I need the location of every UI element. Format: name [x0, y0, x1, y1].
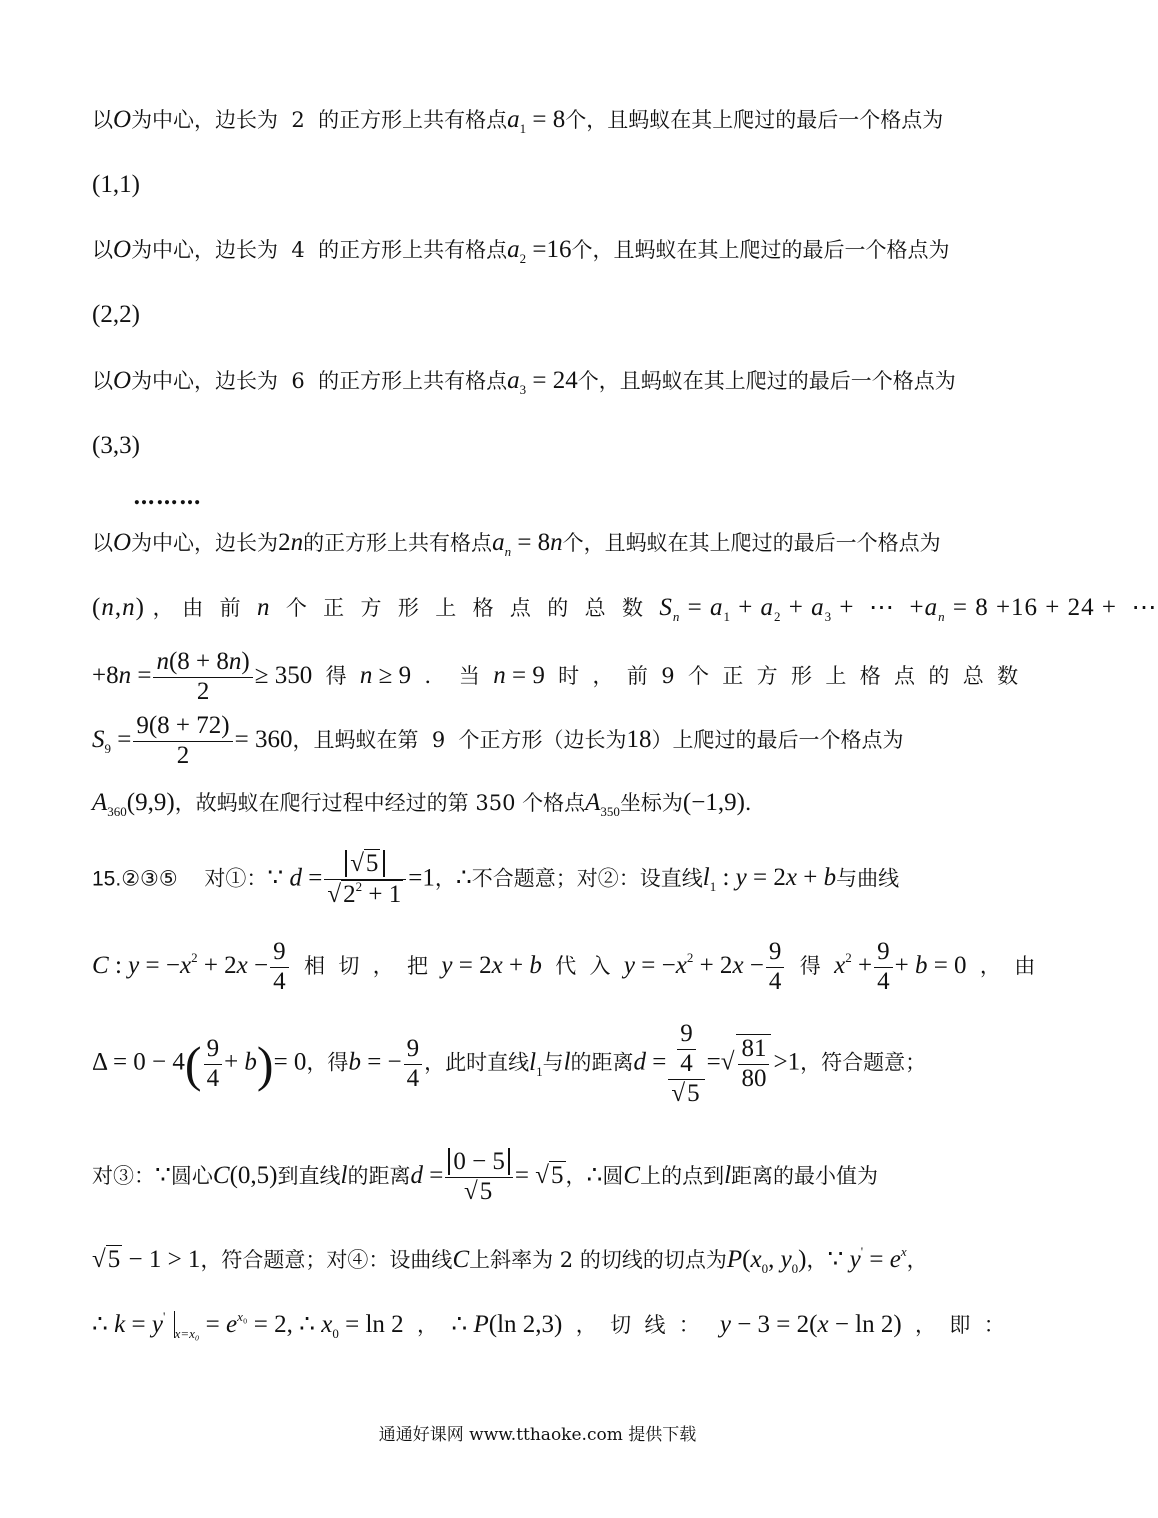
text-line-11: $S_9$ = $\frac{9(8 + 72)}{2}$ = 360，且蚂蚁在第 9 个正方形（边长为18）上爬过的最后一个格点为 — [92, 712, 904, 769]
ellipsis: ……… — [133, 484, 202, 510]
text-line-5: 以O为中心，边长为 6 的正方形上共有格点$a_3 = 24$个，且蚂蚁在其上爬过的最后一个格点为 — [92, 367, 956, 397]
text-line-17: √5 − 1 > 1，符合题意；对④：设曲线C上斜率为 2 的切线的切点为$P(x_0$, $y_0$)，∵ $y' = e^x$， — [92, 1244, 928, 1276]
text-line-8: 以O为中心，边长为2n的正方形上共有格点$a_n = 8n$个，且蚂蚁在其上爬过的最后一个格点为 — [92, 529, 941, 559]
text-line-10: +8n = $\frac{n(8 + 8n)}{2}$ ≥ 350 得 n ≥ 9 ． 当 n = 9 时 ， 前 9 个 正 方 形 上 格 点 的 总 数 — [92, 648, 1019, 705]
text-line-16: 对③：∵圆心C(0,5)到直线l的距离d = $\frac{0 - 5}{√5}$ = √5，∴圆C上的点到l距离的最小值为 — [92, 1148, 879, 1205]
text-line-6: (3,3) — [92, 432, 140, 459]
text-line-14: C : $y = -x^2 + 2x$ − $\frac{9}{4}$ 相 切 ， 把 y = 2x + b 代 入 $y = -x^2 + 2x$ − $\frac{9}{4}$ 得 $x^2$ + $\frac{9}{4}$ + b = 0 ， 由 — [92, 938, 1036, 995]
text-line-9: (n,n) ， 由 前 n 个 正 方 形 上 格 点 的 总 数 $S_n = a_1 + a_2 + a_3$ + ⋯ $+a_n = 8 +16 + 24$ + ⋯ — [92, 594, 1158, 624]
text-line-4: (2,2) — [92, 301, 140, 328]
text-line-2: (1,1) — [92, 171, 140, 198]
text-line-12: $A_{360}(9,9)$，故蚂蚁在爬行过程中经过的第 350 个格点$A_{350}$坐标为(−1,9)． — [92, 789, 766, 819]
text-line-3: 以O为中心，边长为 4 的正方形上共有格点$a_2 =16$个，且蚂蚁在其上爬过的最后一个格点为 — [92, 236, 950, 266]
text-line-1: 以O为中心，边长为 2 的正方形上共有格点$a_1 = 8$个，且蚂蚁在其上爬过的最后一个格点为 — [92, 106, 944, 136]
text-line-13: 15.②③⑤ 对①：∵ d = $\frac{√5}{√2^2 + 1}$ =1，∴不合题意；对②：设直线$l_1$ : y = 2x + b与曲线 — [92, 850, 900, 908]
page-footer: 通通好课网 www.tthaoke.com 提供下载 — [378, 1425, 697, 1445]
text-line-15: Δ = 0 − 4( $\frac{9}{4}$ + b)= 0，得b = − $\frac{9}{4}$ ，此时直线$l_1$与l的距离d = $\frac{\frac{9}{4}}{√5}$ =√ $\frac{81}{80}$ >1，符合题意； — [92, 1020, 927, 1107]
text-line-18: ∴ k = y' $_{x=x_0} = e^{x_0} = 2$, ∴ $x_0 = \ln 2$ ， ∴ P(ln 2,3) ， 切 线 ： y − 3 = 2(x − ln 2) ， 即 ： — [92, 1309, 1005, 1341]
